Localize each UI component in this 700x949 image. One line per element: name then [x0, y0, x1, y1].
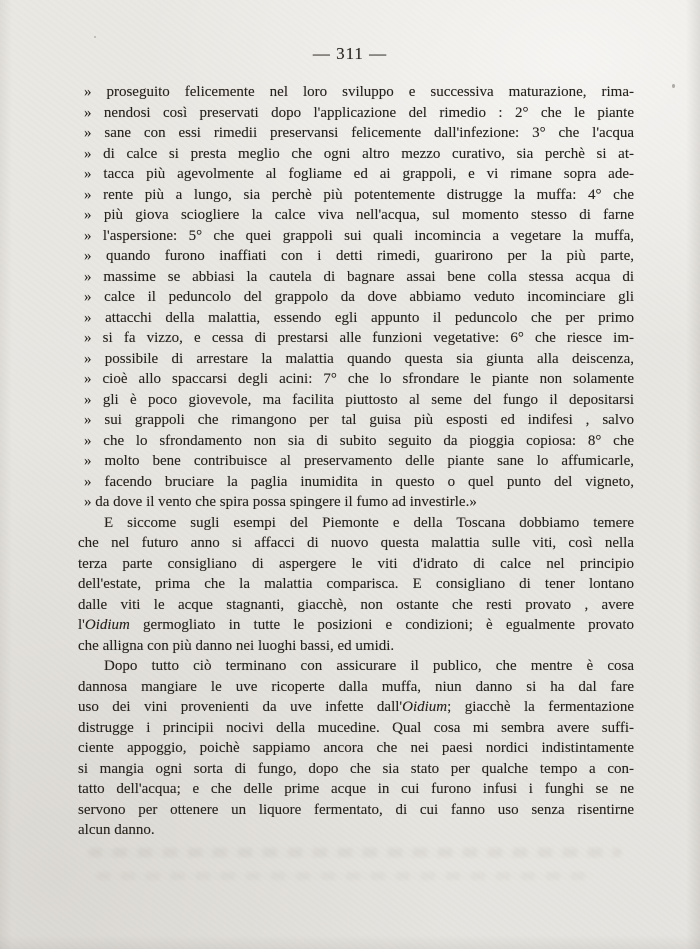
text-line: ciente appoggio, poichè sappiamo ancora che nei paesi nordici indistintamente [78, 740, 634, 756]
text-line: tatto dell'acqua; e che delle prime acque in cui furono infusi i funghi se ne [78, 781, 634, 797]
page-bleedthrough-smudge [96, 872, 594, 880]
paragraph-conclusion [78, 656, 634, 841]
text-block [78, 82, 634, 841]
text-line: dalle viti le acque stagnanti, giacchè, non ostante che resti provato , avere [78, 596, 634, 613]
paper-speck [672, 84, 675, 88]
text-line: E siccome sugli esempi del Piemonte e della Toscana dobbiamo temere [104, 514, 634, 531]
text-line: » rente più a lungo, sia perchè più potentemente distrugge la muffa: 4° che [84, 186, 634, 203]
text-line: Dopo tutto ciò terminano con assicurare il publico, che mentre è cosa [104, 658, 634, 674]
text-line: » sui grappoli che rimangono per tal guisa più esposti ed indifesi , salvo [84, 412, 634, 428]
text-line: dell'estate, prima che la malattia comparisca. E consigliano di tener lontano [78, 576, 634, 592]
text-line: si mangia ogni sorta di fungo, dopo che sia stato per qualche tempo a con- [78, 760, 634, 777]
text-line: » da dove il vento che spira possa spingere il fumo ad investirle.» [84, 494, 477, 510]
text-line: che alligna con più danno nei luoghi bassi, ed umidi. [78, 637, 395, 654]
text-line: » possibile di arrestare la malattia quando questa sia giunta alla deiscenza, [84, 350, 634, 367]
text-line: » di calce si presta meglio che ogni altro mezzo curativo, sia perchè si at- [84, 145, 634, 162]
text-line: » più giova sciogliere la calce viva nell'acqua, sul momento stesso di farne [84, 207, 634, 223]
page-bleedthrough-smudge [88, 848, 622, 857]
text-line: che nel futuro anno si affacci di nuovo questa malattia sulle viti, così nella [78, 535, 634, 551]
text-line: terza parte consigliano di aspergere le viti d'idrato di calce nel principio [78, 555, 634, 572]
text-line: alcun danno. [78, 822, 155, 838]
paragraph-piemonte-toscana [78, 513, 634, 657]
text-line: l'Oidium germogliato in tutte le posizioni e condizioni; è egualmente provato [78, 617, 634, 633]
quoted-passage [78, 82, 634, 513]
text-line: » gli è poco giovevole, ma facilita piuttosto al seme del fungo il depositarsi [84, 391, 634, 408]
text-line: » facendo bruciare la paglia inumidita in questo o quel punto del vigneto, [84, 473, 634, 490]
text-line: » cioè allo spaccarsi degli acini: 7° che lo sfrondare le piante non solamente [84, 371, 634, 387]
text-line: » proseguito felicemente nel loro sviluppo e successiva maturazione, rima- [84, 84, 634, 100]
text-line: servono per ottenere un liquore fermentato, di cui fanno uso senza risentirne [78, 801, 634, 818]
text-line: » molto bene contribuisce al preservamento delle piante sane lo affumicarle, [84, 453, 634, 469]
text-line: dannosa mangiare le uve ricoperte dalla muffa, niun danno si ha dal fare [78, 678, 634, 695]
text-line: » massime se abbiasi la cautela di bagnare assai bene colla stessa acqua di [84, 268, 634, 285]
text-line: » quando furono inaffiati con i detti rimedi, guarirono per la più parte, [84, 248, 634, 264]
text-line: » si fa vizzo, e cessa di prestarsi alle funzioni vegetative: 6° che riesce im- [84, 330, 634, 346]
text-line: » calce il peduncolo del grappolo da dove abbiamo veduto incominciare gli [84, 289, 634, 305]
paper-speck [94, 36, 96, 38]
text-line: » sane con essi rimedii preservansi felicemente dall'infezione: 3° che l'acqua [84, 125, 634, 141]
text-line: » tacca più agevolmente al fogliame ed ai grappoli, e vi rimane sopra ade- [84, 166, 634, 182]
text-line: » l'aspersione: 5° che quei grappoli sui quali incomincia a vegetare la muffa, [84, 227, 634, 244]
text-line: » nendosi così preservati dopo l'applicazione del rimedio : 2° che le piante [84, 104, 634, 121]
text-line: » attacchi della malattia, essendo egli appunto il peduncolo che per primo [84, 309, 634, 326]
page-number: — 311 — [312, 44, 388, 63]
text-line: » che lo sfrondamento non sia di subito seguito da pioggia copiosa: 8° che [84, 432, 634, 449]
text-line: distrugge i principii nocivi della mucedine. Qual cosa mi sembra avere suffi- [78, 719, 634, 736]
text-line: uso dei vini provenienti da uve infette dall'Oidium; giacchè la fermentazione [78, 699, 634, 715]
